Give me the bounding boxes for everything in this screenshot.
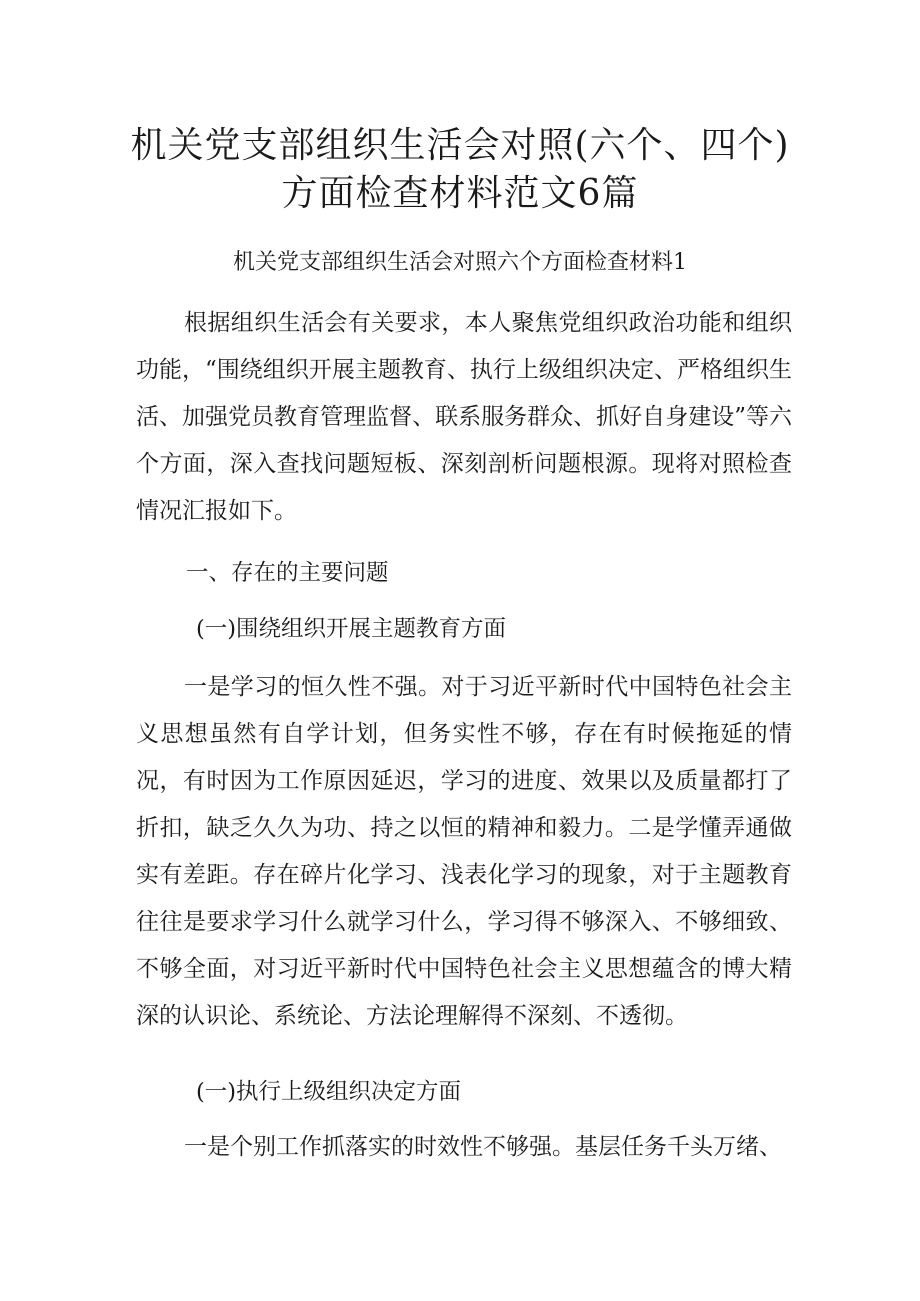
intro-paragraph: 根据组织生活会有关要求，本人聚焦党组织政治功能和组织功能，“围绕组织开展主题教育、执行上级组织决定、严格组织生活、加强党员教育管理监督、联系服务群众、抓好自身建设”等六个方面，深入查找问题短板、深刻剖析问题根源。现将对照检查情况汇报如下。 [136,310,792,524]
theme-education-paragraph: 一是学习的恒久性不强。对于习近平新时代中国特色社会主义思想虽然有自学计划，但务实性不够，存在有时候拖延的情况，有时因为工作原因延迟，学习的进度、效果以及质量都打了折扣，缺乏久久为功、持之以恒的精神和毅力。二是学懂弄通做实有差距。存在碎片化学习、浅表化学习的现象，对于主题教育往往是要求学习什么就学习什么，学习得不够深入、不够细致、不够全面，对习近平新时代中国特色社会主义思想蕴含的博大精深的认识论、系统论、方法论理解得不深刻、不透彻。 [136,674,792,1029]
document-subtitle: 机关党支部组织生活会对照六个方面检查材料1 [233,250,687,275]
execute-decisions-paragraph: 一是个别工作抓落实的时效性不够强。基层任务千头万绪、 [184,1134,782,1160]
document-title-line-2: 方面检查材料范文6篇 [281,173,639,214]
subsection-heading-execute-decisions: (一)执行上级组织决定方面 [196,1079,462,1105]
document-title-line-1: 机关党支部组织生活会对照(六个、四个) [130,125,790,166]
section-heading-main-problems: 一、存在的主要问题 [186,560,389,586]
subsection-heading-theme-education: (一)围绕组织开展主题教育方面 [196,616,507,642]
